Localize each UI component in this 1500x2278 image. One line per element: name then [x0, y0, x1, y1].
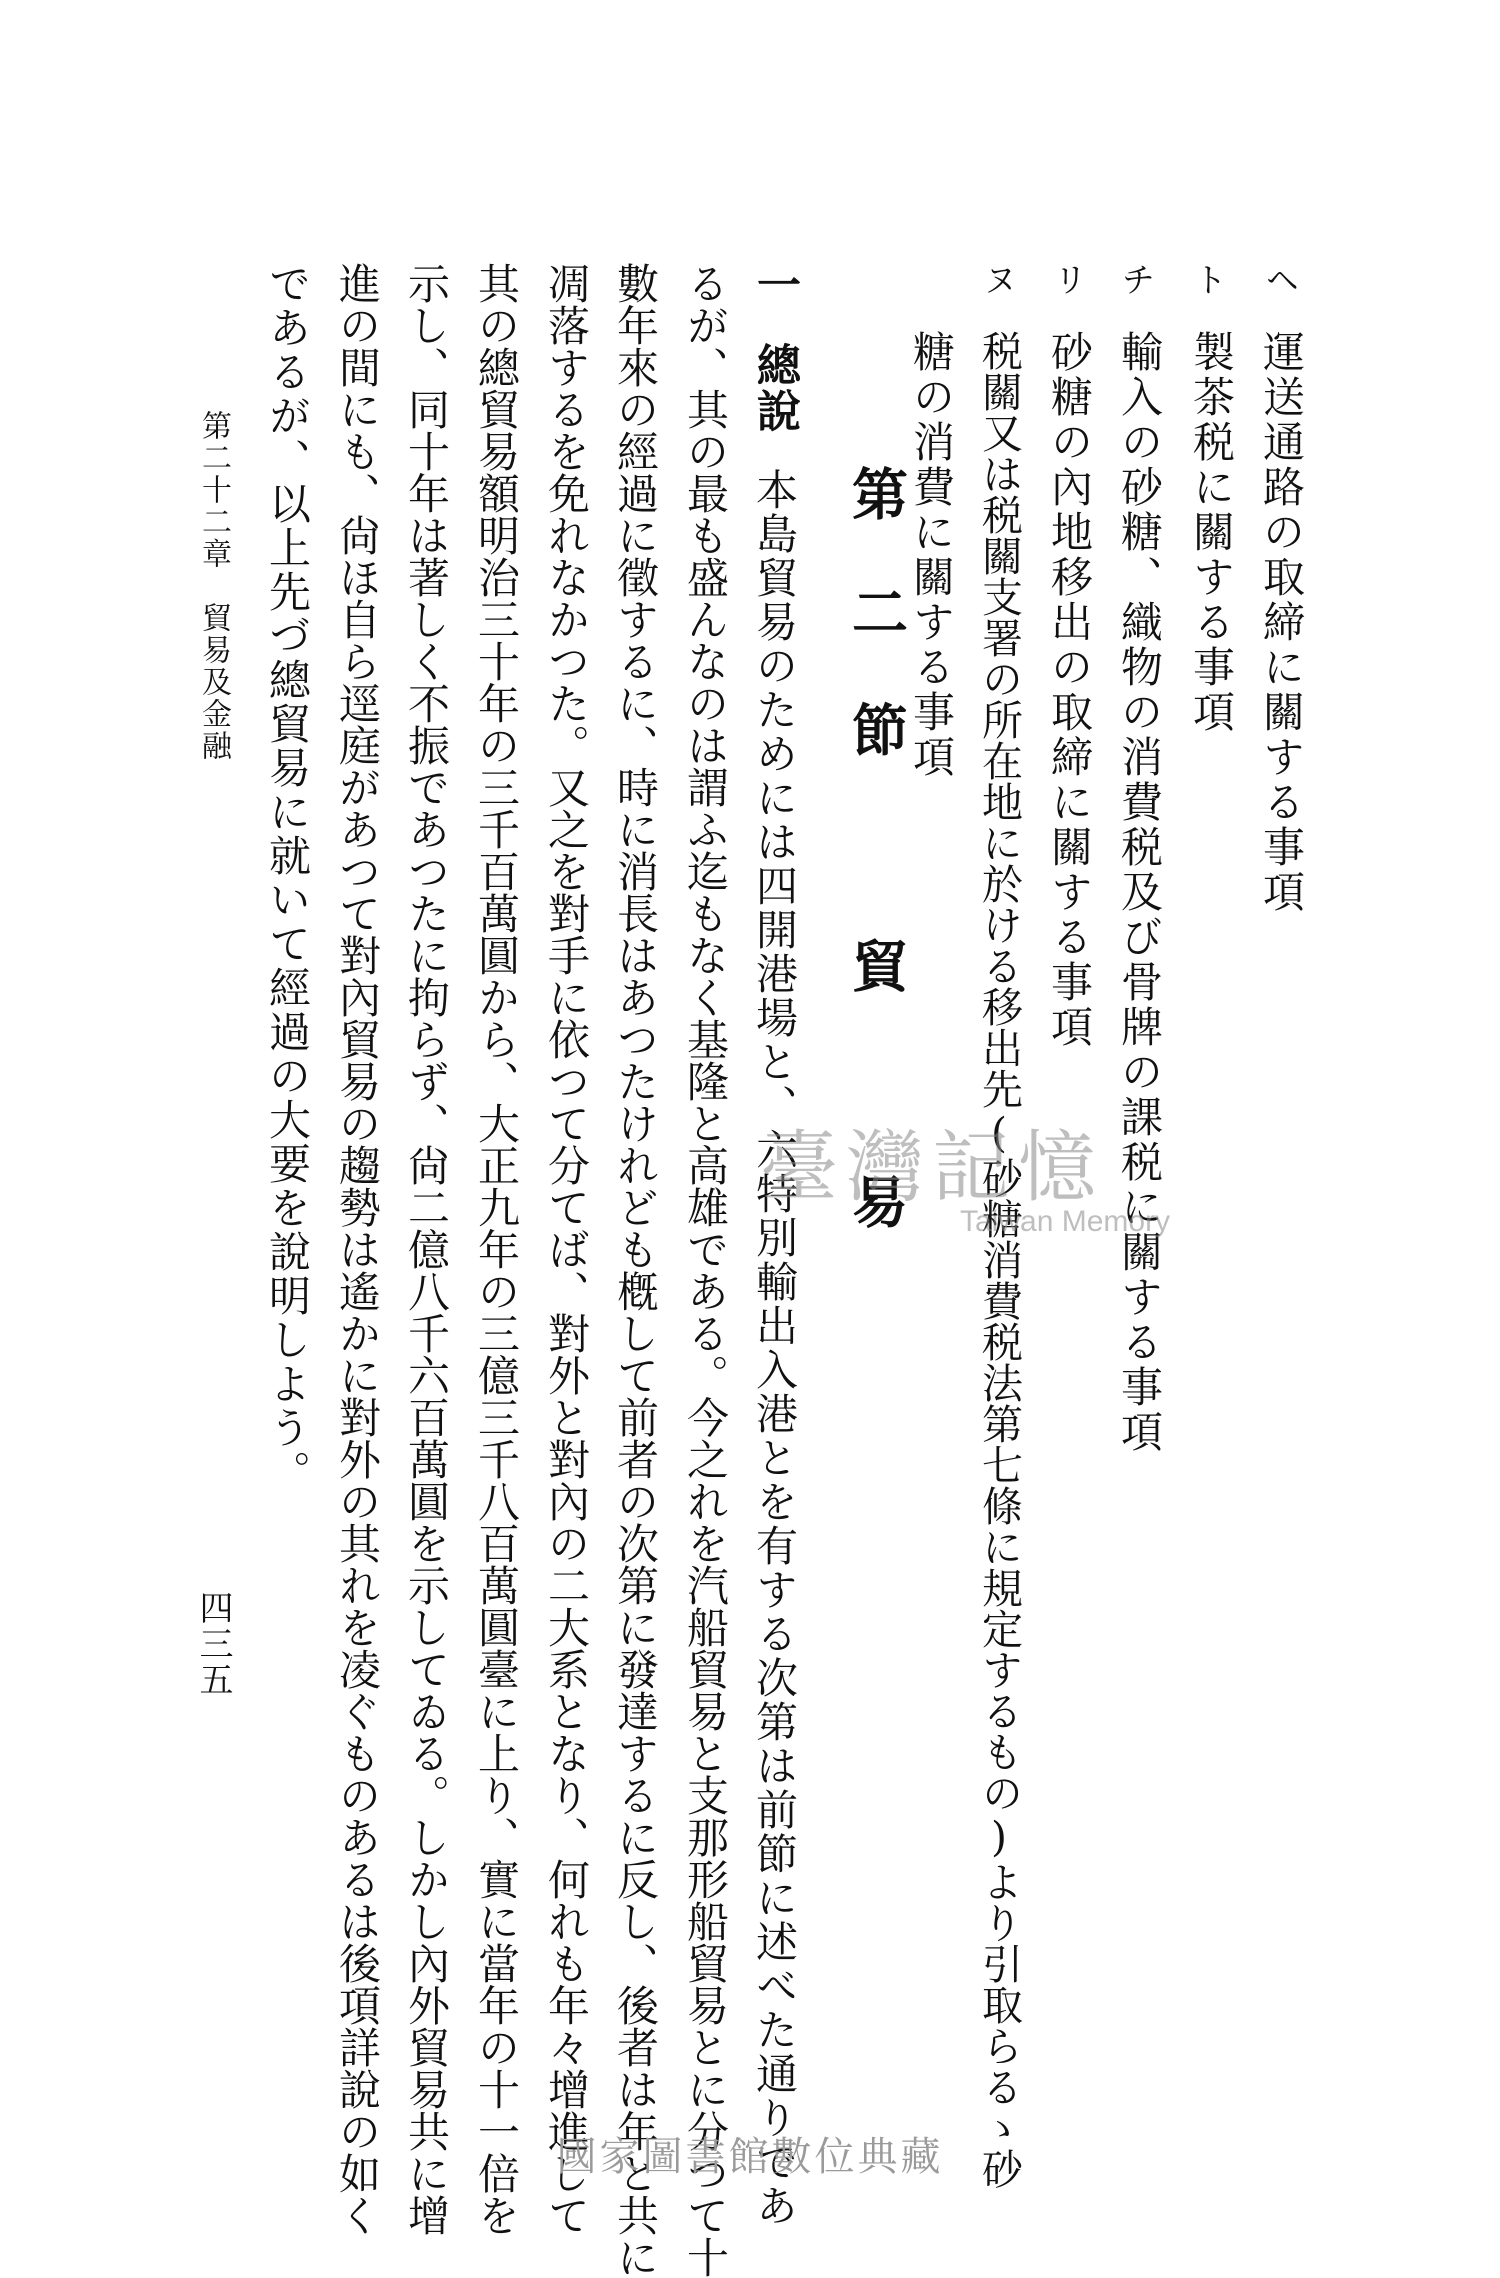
paragraph-line-1: 本島貿易のためには四開港場と、六特別輸出入港とを有する次第は前節に述べた通りであ — [750, 468, 799, 2228]
section-title: 第二節 貿 易 — [843, 465, 909, 1291]
watermark-main-text: 臺灣記憶 — [760, 1123, 1105, 1213]
list-item-nu-continuation: 糖の消費に關する事項 — [907, 330, 956, 780]
list-item-to: 製茶税に關する事項 — [1187, 330, 1236, 735]
list-item-ri: 砂糖の內地移出の取締に關する事項 — [1045, 330, 1094, 1050]
paragraph-line-2: るが、其の最も盛んなのは謂ふ迄もなく基隆と高雄である。今之れを汽船貿易と支那形船貿易とに分つて十 — [681, 262, 730, 2278]
list-marker-ri: リ — [1047, 262, 1087, 296]
paragraph-line-4: 凋落するを免れなかつた。又之を對手に依つて分てば、對外と對內の二大系となり、何れも年々增進して — [542, 262, 591, 2236]
paragraph-line-5: 其の總貿易額明治三十年の三千百萬圓から、大正九年の三億三千八百萬圓臺に上り、實に當年の十一倍を — [472, 262, 521, 2236]
subsection-heading: 總說 — [749, 342, 800, 434]
paragraph-line-8: であるが、以上先づ總貿易に就いて經過の大要を說明しよう。 — [263, 262, 312, 1494]
list-marker-to: ト — [1187, 262, 1227, 296]
list-marker-chi: チ — [1115, 262, 1155, 296]
watermark-sub-text: Taiwan Memory — [960, 1205, 1171, 1238]
paragraph-line-6: 示し、同十年は著しく不振であつたに拘らず、尙二億八千六百萬圓を示してゐる。しかし內外貿易共に增 — [402, 262, 451, 2236]
paragraph-line-3: 數年來の經過に徵するに、時に消長はあつたけれども槪して前者の次第に發達するに反し、後者は年と共に — [611, 262, 660, 2278]
taiwan-memory-watermark — [760, 1105, 1210, 1255]
list-item-nu: 税關又は税關支署の所在地に於ける移出先(砂糖消費税法第七條に規定するもの)より引取らるゝ砂 — [975, 330, 1023, 2189]
list-marker-he: ヘ — [1259, 262, 1299, 296]
running-footer-chapter: 第二十二章 貿易及金融 — [196, 410, 231, 762]
subsection-number: 一 — [749, 262, 800, 308]
list-marker-nu: ヌ — [977, 262, 1017, 296]
library-footer: 國家圖書館數位典藏 — [556, 2134, 944, 2180]
list-item-chi: 輸入の砂糖、織物の消費税及び骨牌の課税に關する事項 — [1115, 330, 1164, 1455]
page-number: 四三五 — [193, 1590, 233, 1698]
paragraph-line-7: 進の間にも、尙ほ自ら逕庭があつて對內貿易の趨勢は遙かに對外の其れを凌ぐものあるは後項詳說の如く — [333, 262, 382, 2236]
list-item-he: 運送通路の取締に關する事項 — [1257, 330, 1306, 915]
